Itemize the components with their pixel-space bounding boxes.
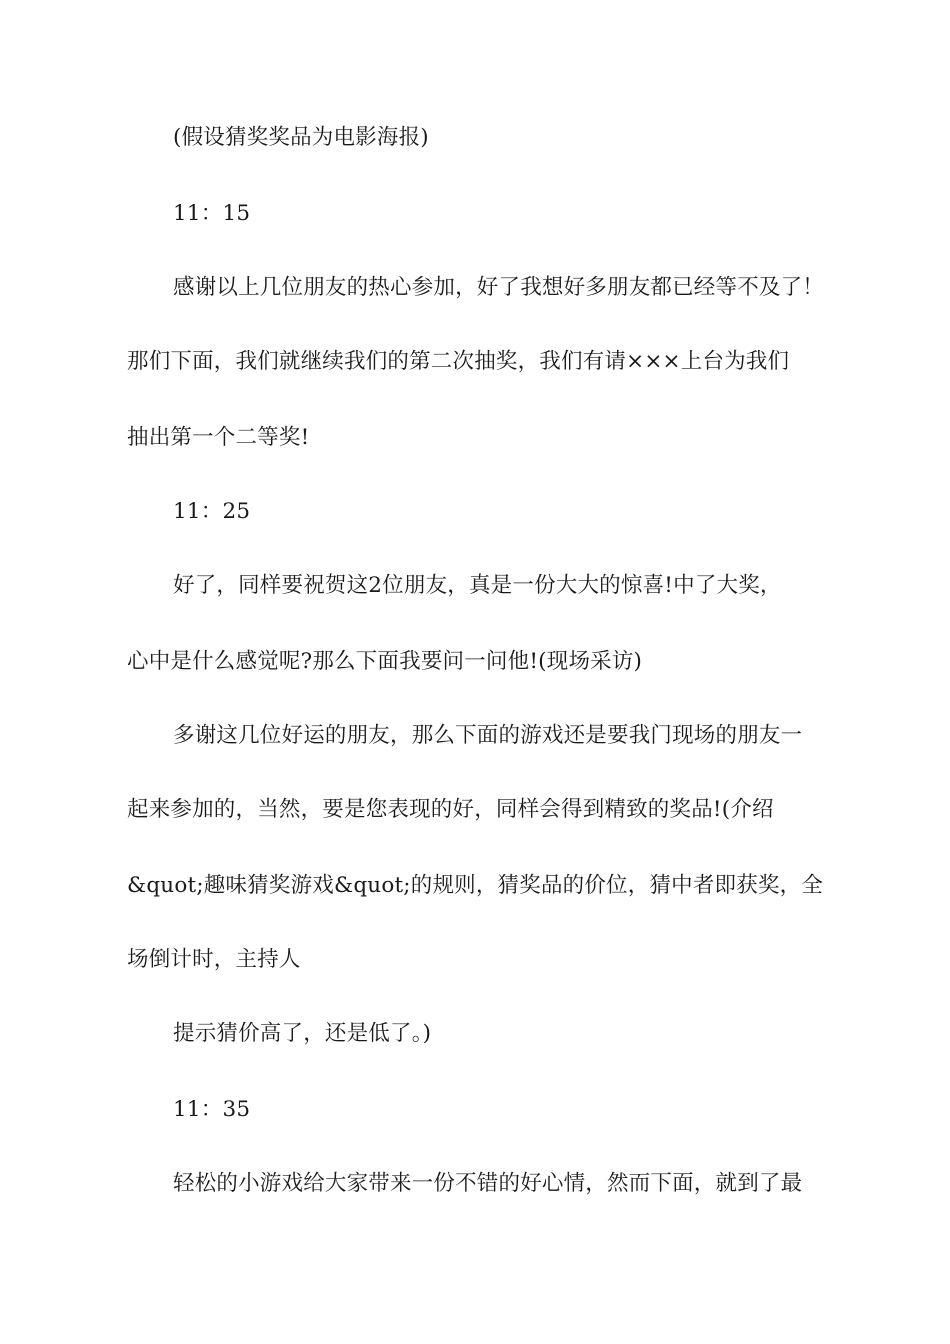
- paragraph-line: 感谢以上几位朋友的热心参加，好了我想好多朋友都已经等不及了！: [173, 275, 825, 300]
- paragraph-line: 抽出第一个二等奖!: [127, 425, 310, 450]
- paragraph-line: 场倒计时，主持人: [127, 947, 301, 972]
- paragraph-line: (假设猜奖奖品为电影海报): [173, 125, 429, 150]
- timestamp-line: 11：25: [173, 499, 251, 524]
- paragraph-line: &quot;趣味猜奖游戏&quot;的规则，猜奖品的价位，猜中者即获奖，全: [127, 873, 824, 898]
- timestamp-line: 11：35: [173, 1097, 251, 1122]
- paragraph-line: 好了，同样要祝贺这2位朋友，真是一份大大的惊喜!中了大奖，: [173, 573, 782, 598]
- paragraph-line: 提示猜价高了，还是低了。): [173, 1021, 432, 1046]
- paragraph-line: 心中是什么感觉呢?那么下面我要问一问他!(现场采访): [127, 649, 643, 674]
- paragraph-line: 起来参加的，当然，要是您表现的好，同样会得到精致的奖品!(介绍: [127, 797, 774, 822]
- paragraph-line: 那们下面，我们就继续我们的第二次抽奖，我们有请×××上台为我们: [127, 349, 790, 374]
- paragraph-line: 轻松的小游戏给大家带来一份不错的好心情，然而下面，就到了最: [173, 1171, 803, 1196]
- paragraph-line: 多谢这几位好运的朋友，那么下面的游戏还是要我门现场的朋友一: [173, 723, 803, 748]
- timestamp-line: 11：15: [173, 201, 251, 226]
